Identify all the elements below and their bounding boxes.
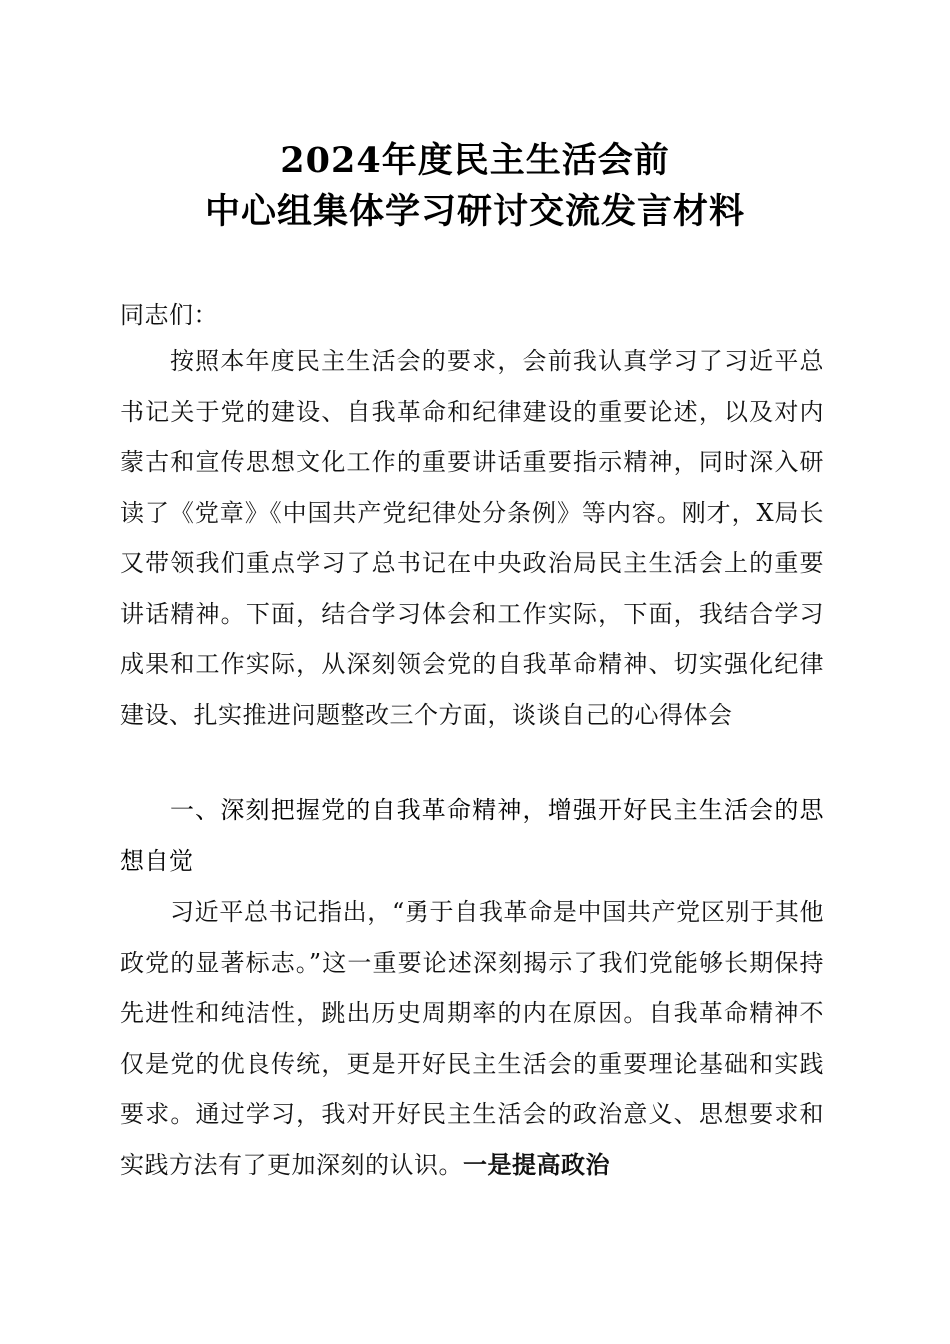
paragraph-section-1-bold-lead: 一是提高政治 [463, 1150, 610, 1179]
salutation: 同志们： [120, 301, 218, 329]
paragraph-section-1-text: 习近平总书记指出，“勇于自我革命是中国共产党区别于其他政党的显著标志。”这一重要论述深刻揭示了我们党能够长期保持先进性和纯洁性，跳出历史周期率的内在原因。自我革命精神不仅是党的优良传统，更是开好民主生活会的重要理论基础和实践要求。通过学习，我对开好民主生活会的政治意义、思想要求和实践方法有了更加深刻的认识。 [120, 898, 824, 1179]
document-title-line-1: 2024年度民主生活会前 [280, 140, 670, 181]
paragraph-intro: 按照本年度民主生活会的要求，会前我认真学习了习近平总书记关于党的建设、自我革命和纪律建设的重要论述，以及对内蒙古和宣传思想文化工作的重要讲话重要指示精神，同时深入研读了《党章》《中国共产党纪律处分条例》等内容。刚才，X局长又带领我们重点学习了总书记在中央政治局民主生活会上的重要讲话精神。下面，结合学习体会和工作实际，下面，我结合学习成果和工作实际，从深刻领会党的自我革命精神、切实强化纪律建设、扎实推进问题整改三个方面，谈谈自己的心得体会 [120, 347, 824, 729]
document-title-line-2: 中心组集体学习研讨交流发言材料 [204, 191, 745, 232]
paragraph-section-1 [120, 887, 824, 1190]
section-heading-1: 一、深刻把握党的自我革命精神，增强开好民主生活会的思想自觉 [120, 796, 824, 875]
